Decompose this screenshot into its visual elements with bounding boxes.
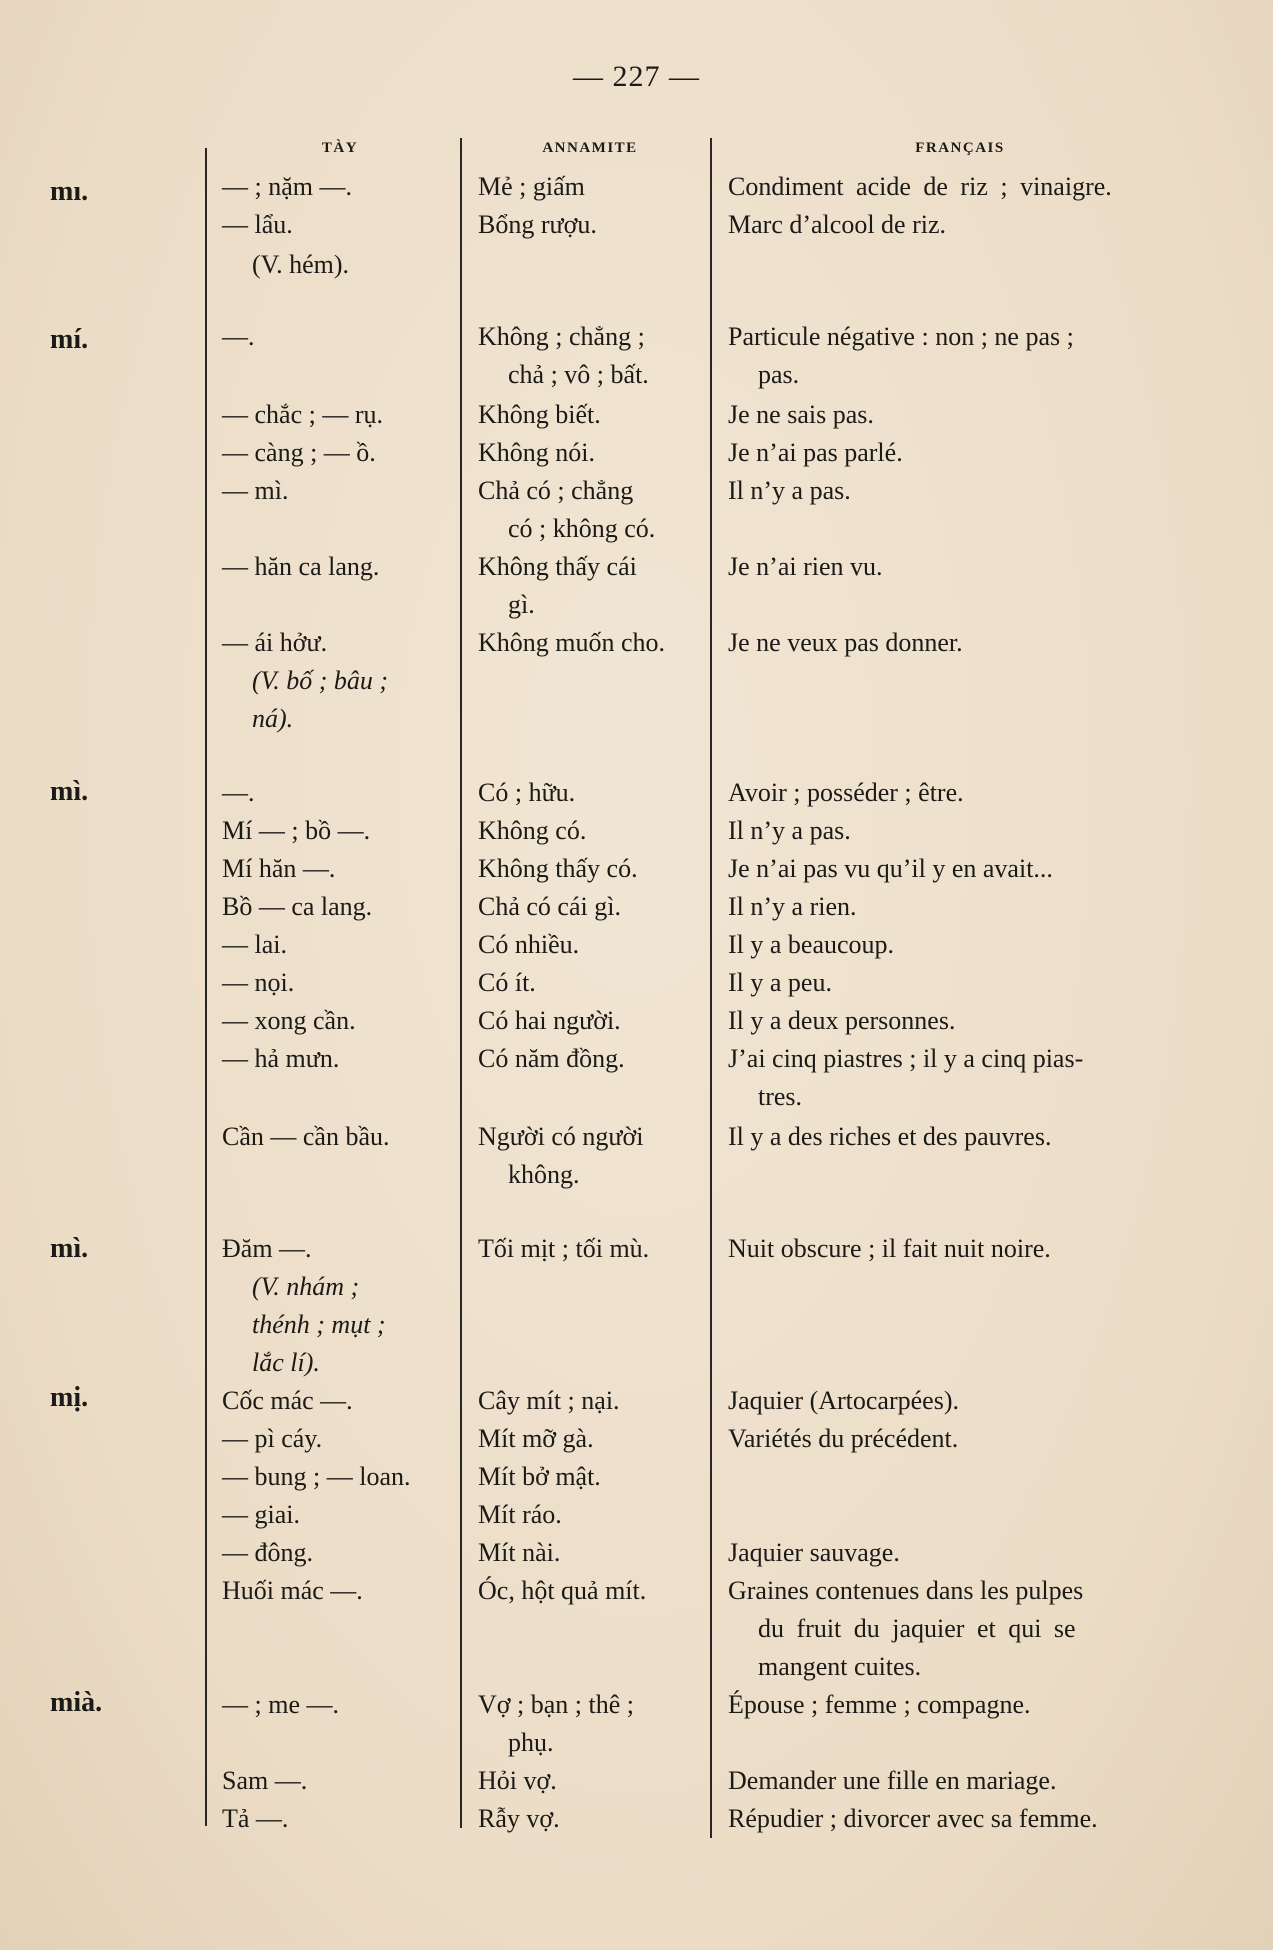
tay-cell: — ; nặm —. (222, 172, 352, 201)
tay-cell: Tả —. (222, 1804, 289, 1833)
annamite-cell: Có ; hữu. (478, 778, 576, 807)
annamite-cell: Có nhiều. (478, 930, 580, 959)
tay-cell: Bồ — ca lang. (222, 892, 373, 921)
annamite-cell: có ; không có. (508, 514, 656, 543)
tay-cell: — xong cần. (222, 1006, 356, 1035)
francais-cell: Jaquier sauvage. (728, 1538, 900, 1567)
tay-cell: Đăm —. (222, 1234, 312, 1263)
annamite-cell: Có ít. (478, 968, 536, 997)
francais-cell: Il n’y a pas. (728, 816, 851, 845)
francais-cell: Il y a peu. (728, 968, 832, 997)
entry-headword: mià. (50, 1687, 103, 1718)
tay-cell: — mì. (222, 476, 289, 505)
annamite-cell: Bổng rượu. (478, 210, 597, 239)
francais-cell: Graines contenues dans les pulpes (728, 1576, 1084, 1605)
tay-cell: (V. bố ; bâu ; (252, 666, 389, 695)
francais-cell: J’ai cinq piastres ; il y a cinq pias- (728, 1044, 1084, 1073)
francais-cell: Répudier ; divorcer avec sa femme. (728, 1804, 1098, 1833)
annamite-cell: phụ. (508, 1728, 554, 1757)
annamite-cell: Mít nài. (478, 1538, 561, 1567)
annamite-cell: Óc, hột quả mít. (478, 1576, 647, 1605)
tay-cell: — càng ; — ồ. (222, 438, 376, 467)
francais-cell: Il y a deux personnes. (728, 1006, 956, 1035)
francais-cell: Il y a des riches et des pauvres. (728, 1122, 1052, 1151)
annamite-cell: Mít bở mật. (478, 1462, 601, 1491)
annamite-cell: Không muốn cho. (478, 628, 666, 657)
tay-cell: lắc lí). (252, 1348, 320, 1377)
francais-cell: Il n’y a rien. (728, 892, 857, 921)
francais-cell: Nuit obscure ; il fait nuit noire. (728, 1234, 1051, 1263)
francais-cell: Variétés du précédent. (728, 1424, 959, 1453)
entry-headword: mí. (50, 324, 89, 355)
francais-cell: Je n’ai pas vu qu’il y en avait... (728, 854, 1053, 883)
header-annamite: ANNAMITE (542, 140, 638, 156)
francais-cell: du fruit du jaquier et qui se (758, 1614, 1076, 1643)
francais-cell: Avoir ; posséder ; être. (728, 778, 964, 807)
annamite-cell: Mít ráo. (478, 1500, 562, 1529)
tay-cell: Cần — cần bầu. (222, 1122, 390, 1151)
annamite-cell: Chả có cái gì. (478, 892, 621, 921)
column-rule-left (205, 148, 207, 1826)
tay-cell: Cốc mác —. (222, 1386, 353, 1415)
header-francais: FRANÇAIS (915, 140, 1005, 156)
tay-cell: — chắc ; — rụ. (222, 400, 384, 429)
entry-headword: mị. (50, 1382, 89, 1413)
tay-cell: — ; me —. (222, 1690, 339, 1719)
francais-cell: Condiment acide de riz ; vinaigre. (728, 172, 1112, 201)
francais-cell: pas. (758, 360, 800, 389)
francais-cell: Jaquier (Artocarpées). (728, 1386, 959, 1415)
tay-cell: Huối mác —. (222, 1576, 363, 1605)
francais-cell: Je n’ai pas parlé. (728, 438, 903, 467)
annamite-cell: Hỏi vợ. (478, 1766, 557, 1795)
francais-cell: Épouse ; femme ; compagne. (728, 1690, 1031, 1719)
tay-cell: — nọi. (222, 968, 295, 997)
francais-cell: tres. (758, 1082, 803, 1111)
annamite-cell: Người có người (478, 1122, 644, 1151)
francais-cell: Il n’y a pas. (728, 476, 851, 505)
annamite-cell: Vợ ; bạn ; thê ; (478, 1690, 634, 1719)
annamite-cell: không. (508, 1160, 580, 1189)
entry-headword: mì. (50, 776, 89, 807)
tay-cell: —. (222, 778, 255, 807)
francais-cell: Je n’ai rien vu. (728, 552, 883, 581)
tay-cell: —. (222, 322, 255, 351)
tay-cell: Mí hăn —. (222, 854, 336, 883)
tay-cell: — ái hởư. (222, 628, 328, 657)
tay-cell: — hả mưn. (222, 1044, 340, 1073)
tay-cell: — lẩu. (222, 210, 293, 239)
annamite-cell: Tối mịt ; tối mù. (478, 1234, 650, 1263)
tay-cell: Sam —. (222, 1766, 308, 1795)
tay-cell: — giai. (222, 1500, 300, 1529)
tay-cell: thénh ; mụt ; (252, 1310, 386, 1339)
francais-cell: Je ne veux pas donner. (728, 628, 963, 657)
annamite-cell: gì. (508, 590, 535, 619)
francais-cell: mangent cuites. (758, 1652, 922, 1681)
annamite-cell: Cây mít ; nại. (478, 1386, 620, 1415)
francais-cell: Il y a beaucoup. (728, 930, 895, 959)
tay-cell: (V. nhám ; (252, 1272, 360, 1301)
annamite-cell: Không biết. (478, 400, 601, 429)
entry-headword: mì. (50, 1233, 89, 1264)
francais-cell: Je ne sais pas. (728, 400, 874, 429)
tay-cell: ná). (252, 704, 294, 733)
annamite-cell: Không nói. (478, 438, 595, 467)
annamite-cell: Chả có ; chẳng (478, 476, 634, 505)
francais-cell: Marc d’alcool de riz. (728, 210, 947, 239)
annamite-cell: Có năm đồng. (478, 1044, 625, 1073)
annamite-cell: Mẻ ; giấm (478, 172, 585, 201)
annamite-cell: Không thấy cái (478, 552, 637, 581)
francais-cell: Demander une fille en mariage. (728, 1766, 1057, 1795)
tay-cell: — bung ; — loan. (222, 1462, 411, 1491)
francais-cell: Particule négative : non ; ne pas ; (728, 322, 1074, 351)
header-tay: TÀY (321, 140, 359, 156)
tay-cell: — đông. (222, 1538, 313, 1567)
page-number: — 227 — (573, 60, 700, 93)
tay-cell: — pì cáy. (222, 1424, 323, 1453)
annamite-cell: Mít mỡ gà. (478, 1424, 594, 1453)
annamite-cell: Có hai người. (478, 1006, 621, 1035)
annamite-cell: Không ; chẳng ; (478, 322, 645, 351)
annamite-cell: Không thấy có. (478, 854, 638, 883)
tay-cell: — hăn ca lang. (222, 552, 380, 581)
annamite-cell: Rẫy vợ. (478, 1804, 560, 1833)
tay-cell: Mí — ; bồ —. (222, 816, 371, 845)
entry-headword: mı. (50, 176, 89, 207)
annamite-cell: Không có. (478, 816, 587, 845)
tay-cell: — lai. (222, 930, 287, 959)
tay-cell: (V. hém). (252, 250, 350, 279)
annamite-cell: chả ; vô ; bất. (508, 360, 649, 389)
